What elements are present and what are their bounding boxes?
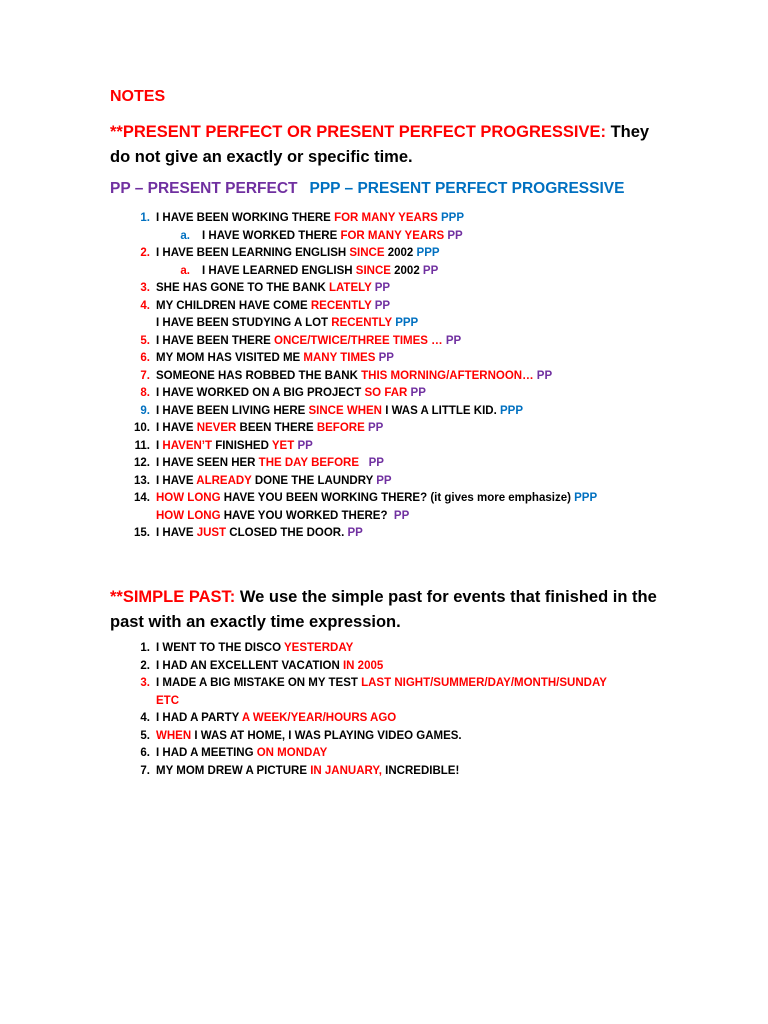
list-item-segment: PP	[347, 527, 363, 539]
list-item-segment: I HAVE BEEN WORKING THERE	[156, 212, 335, 224]
list-item-number: a.	[180, 264, 190, 277]
list-item-number: 13.	[134, 474, 150, 487]
list-item-segment: I HAVE	[156, 527, 197, 539]
list-item-segment: I HAVE WORKED THERE	[202, 229, 341, 242]
list-item-segment: MY MOM DREW A PICTURE	[156, 764, 311, 777]
list-item-text	[202, 228, 463, 246]
present-perfect-heading-text: They do not give an exactly or specific time.	[110, 123, 650, 166]
list-item-segment: HOW LONG	[156, 509, 221, 522]
list-item-segment: SO FAR	[364, 387, 408, 399]
list-item-segment: PPP	[416, 247, 440, 259]
list-item-text	[156, 728, 462, 746]
list-item-segment: PP	[376, 474, 392, 487]
list-item-segment: A WEEK/YEAR/HOURS AGO	[241, 712, 397, 724]
list-item-text	[156, 333, 461, 351]
list-item	[110, 473, 670, 491]
list-item-segment: I	[156, 439, 163, 452]
list-item-number: 3.	[140, 282, 150, 294]
list-item-segment: THE DAY BEFORE	[258, 457, 359, 469]
list-item-number: a.	[180, 229, 190, 242]
list-item-segment: ALREADY	[196, 474, 252, 487]
list-item-number: 10.	[134, 422, 150, 434]
list-item-segment: 2002	[384, 247, 417, 259]
list-item-number: 7.	[140, 764, 150, 777]
list-item-segment: I HAD A MEETING	[156, 747, 257, 759]
list-item-text	[156, 420, 383, 438]
list-item	[110, 245, 670, 263]
list-item-segment: PP	[444, 229, 463, 242]
list-item-segment: DONE THE LAUNDRY	[251, 474, 377, 487]
list-item-segment: PP	[364, 422, 384, 434]
list-item-number: 7.	[140, 369, 150, 382]
list-item-continuation	[110, 315, 670, 333]
list-item	[110, 525, 670, 543]
list-item-number: 5.	[140, 729, 150, 742]
list-item-number: 3.	[140, 677, 150, 689]
list-item-segment: I HAD A PARTY	[156, 712, 242, 724]
list-item-text	[156, 693, 179, 711]
list-item-segment: FINISHED	[212, 439, 272, 452]
list-item-text	[156, 438, 313, 456]
list-item-segment: PP	[533, 369, 553, 382]
list-item-number: 12.	[134, 457, 150, 469]
list-item-segment: WHEN	[156, 729, 192, 742]
list-item-segment: I HAVE BEEN THERE	[156, 334, 274, 347]
list-item-segment: I MADE A BIG MISTAKE ON MY TEST	[156, 677, 362, 689]
list-item	[110, 640, 670, 658]
list-item-segment: CLOSED THE DOOR.	[226, 527, 348, 539]
list-item-segment: PP	[393, 509, 410, 522]
list-item	[110, 420, 670, 438]
list-item-segment: HAVEN’T	[162, 439, 213, 452]
list-item-number: 1.	[140, 642, 150, 654]
list-item-segment: I WAS A LITTLE KID.	[382, 404, 500, 417]
list-item-segment: I HAVE LEARNED ENGLISH	[202, 264, 356, 277]
list-item-segment: PP	[294, 439, 313, 452]
list-item-segment: I HAVE SEEN HER	[156, 457, 259, 469]
list-item-text	[202, 263, 438, 281]
list-item-segment: PP	[375, 352, 394, 364]
simple-past-heading	[110, 585, 670, 635]
list-item-text	[156, 245, 440, 263]
list-item	[110, 350, 670, 368]
list-item-segment: I WAS AT HOME, I WAS PLAYING VIDEO GAMES.	[191, 729, 462, 742]
list-item-text	[156, 350, 394, 368]
list-item	[110, 403, 670, 421]
list-item-continuation	[110, 508, 670, 526]
list-item-segment: JUST	[196, 527, 227, 539]
list-item-segment: PP	[371, 282, 391, 294]
list-item-number: 4.	[140, 712, 150, 724]
list-item-segment: HAVE YOU WORKED THERE?	[220, 509, 394, 522]
list-item-number: 9.	[140, 404, 150, 417]
simple-past-heading-text: We use the simple past for events that finished in the past with an exactly time expression.	[110, 588, 657, 631]
list-item-segment: SHE HAS GONE TO THE BANK	[156, 282, 329, 294]
list-item-segment: PPP	[392, 317, 419, 329]
list-item-text	[156, 473, 392, 491]
list-item-number: 5.	[140, 334, 150, 347]
list-item	[110, 228, 670, 246]
present-perfect-heading-label: **PRESENT PERFECT OR PRESENT PERFECT PROGRESSIVE:	[110, 123, 606, 141]
list-item-segment: LATELY	[328, 282, 372, 294]
list-item-number: 1.	[140, 212, 150, 224]
list-item-segment: ON MONDAY	[256, 747, 328, 759]
list-item	[110, 658, 670, 676]
list-item-segment: YESTERDAY	[284, 642, 354, 654]
list-item-segment: PP	[371, 299, 391, 312]
list-item	[110, 438, 670, 456]
list-item-segment: PPP	[499, 404, 523, 417]
list-item-segment: I HAVE	[156, 422, 197, 434]
list-item-number: 15.	[134, 527, 150, 539]
list-item-text	[156, 658, 383, 676]
list-item-text	[156, 368, 552, 386]
list-item-text	[156, 385, 426, 403]
list-item-text	[156, 745, 327, 763]
list-item-segment: I HAD AN EXCELLENT VACATION	[156, 659, 343, 672]
list-item	[110, 368, 670, 386]
list-item	[110, 333, 670, 351]
list-item-segment: I HAVE BEEN STUDYING A LOT	[156, 317, 332, 329]
list-item-segment: YET	[271, 439, 295, 452]
list-item-segment: 2002	[390, 264, 423, 277]
list-item-text	[156, 710, 396, 728]
list-item	[110, 675, 670, 693]
simple-past-examples-list	[110, 640, 670, 780]
list-item-segment: SINCE	[349, 247, 385, 259]
list-item	[110, 385, 670, 403]
list-item-text	[156, 455, 384, 473]
list-item	[110, 263, 670, 281]
list-item-number: 4.	[140, 299, 150, 312]
list-item-continuation	[110, 693, 670, 711]
list-item	[110, 490, 670, 508]
list-item-segment: FOR MANY YEARS	[340, 229, 445, 242]
list-item-number: 2.	[140, 247, 150, 259]
list-item-segment: SINCE WHEN	[308, 404, 382, 417]
list-item	[110, 763, 670, 781]
list-item-segment: PP	[442, 334, 462, 347]
list-item-number: 11.	[134, 439, 150, 452]
list-item-segment: SOMEONE HAS ROBBED THE BANK	[156, 369, 362, 382]
list-item-segment: INCREDIBLE!	[381, 764, 460, 777]
ppp-legend: PPP – PRESENT PERFECT PROGRESSIVE	[309, 180, 625, 197]
list-item-text	[156, 508, 409, 526]
list-item-segment: PPP	[437, 212, 465, 224]
present-perfect-heading	[110, 120, 670, 170]
list-item-number: 6.	[140, 747, 150, 759]
list-item	[110, 745, 670, 763]
list-item-text	[156, 403, 523, 421]
list-item-segment: I HAVE WORKED ON A BIG PROJECT	[156, 387, 365, 399]
notes-heading	[110, 88, 165, 106]
list-item-text	[156, 640, 353, 658]
list-item-segment: ONCE/TWICE/THREE TIMES …	[274, 334, 443, 347]
list-item-segment: BEFORE	[316, 422, 365, 434]
list-item-text	[156, 763, 459, 781]
notes-heading-text: NOTES	[110, 88, 166, 105]
list-item-segment: BEEN THERE	[236, 422, 317, 434]
pp-legend: PP – PRESENT PERFECT	[110, 180, 298, 197]
list-item-segment: MANY TIMES	[303, 352, 376, 364]
simple-past-heading-label: **SIMPLE PAST:	[110, 588, 236, 606]
list-item	[110, 728, 670, 746]
list-item-segment: PP	[407, 387, 426, 399]
list-item-segment: I WENT TO THE DISCO	[156, 642, 284, 654]
list-item-segment: I HAVE BEEN LIVING HERE	[156, 404, 309, 417]
list-item-segment: ETC	[156, 694, 179, 707]
list-item-segment: IN JANUARY,	[310, 764, 382, 777]
list-item-segment: HOW LONG	[156, 492, 221, 504]
list-item-segment: PP	[422, 264, 439, 277]
list-item	[110, 298, 670, 316]
list-item-segment: PPP	[574, 492, 598, 504]
list-item-text	[156, 280, 390, 298]
list-item-segment: FOR MANY YEARS	[334, 212, 438, 224]
list-item-segment: I HAVE	[156, 474, 197, 487]
list-item-segment: RECENTLY	[310, 299, 372, 312]
list-item	[110, 280, 670, 298]
list-item-segment: IN 2005	[342, 659, 384, 672]
list-item	[110, 710, 670, 728]
list-item-segment: LAST NIGHT/SUMMER/DAY/MONTH/SUNDAY	[361, 677, 607, 689]
list-item-text	[156, 210, 464, 228]
list-item-number: 6.	[140, 352, 150, 364]
list-item-text	[156, 315, 418, 333]
list-item-number: 8.	[140, 387, 150, 399]
list-item	[110, 210, 670, 228]
list-item	[110, 455, 670, 473]
list-item-segment: PP	[359, 457, 384, 469]
list-item-segment: RECENTLY	[331, 317, 392, 329]
list-item-segment: HAVE YOU BEEN WORKING THERE? (it gives more emphasize)	[220, 492, 575, 504]
list-item-segment: I HAVE BEEN LEARNING ENGLISH	[156, 247, 350, 259]
list-item-text	[156, 298, 390, 316]
list-item-segment: THIS MORNING/AFTERNOON…	[361, 369, 534, 382]
list-item-text	[156, 675, 607, 693]
list-item-segment: NEVER	[196, 422, 237, 434]
list-item-segment: MY CHILDREN HAVE COME	[156, 299, 311, 312]
list-item-number: 2.	[140, 659, 150, 672]
present-perfect-examples-list	[110, 210, 670, 543]
list-item-text	[156, 525, 363, 543]
list-item-segment: SINCE	[355, 264, 391, 277]
abbreviation-legend	[110, 180, 624, 198]
list-item-text	[156, 490, 597, 508]
list-item-segment: MY MOM HAS VISITED ME	[156, 352, 304, 364]
list-item-number: 14.	[134, 492, 150, 504]
